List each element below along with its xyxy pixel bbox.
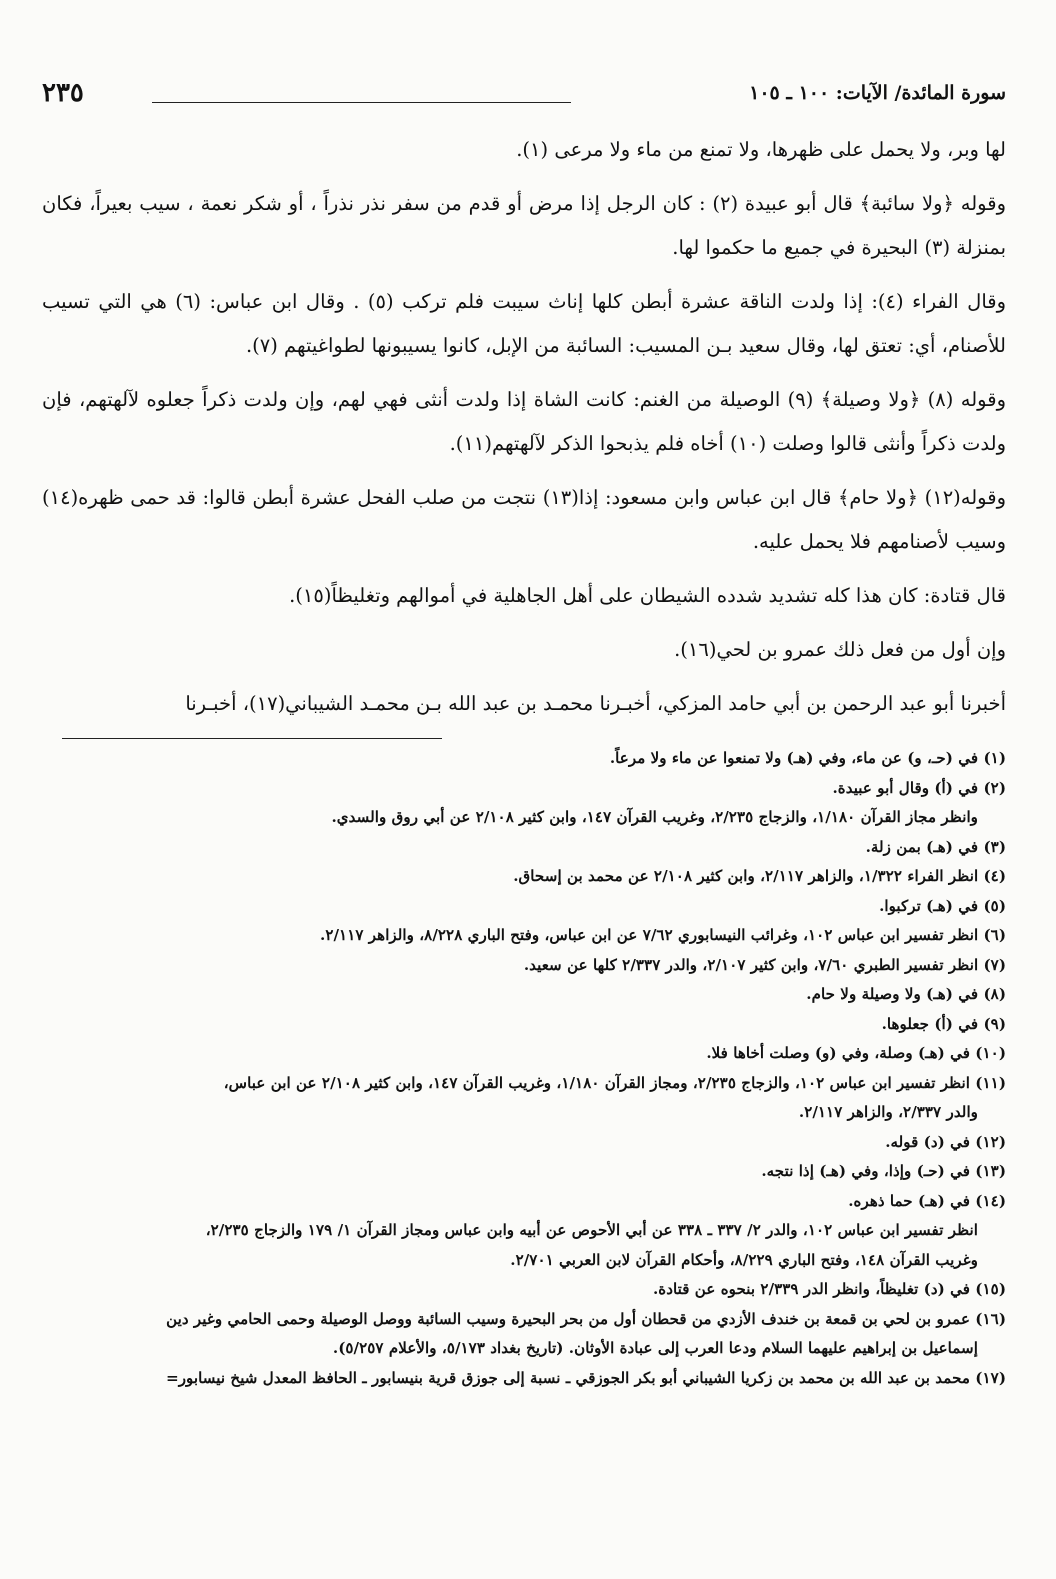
footnote: (١٣) في (حـ) وإذا، وفي (هـ) إذا نتجه. bbox=[761, 1162, 1006, 1180]
footnote: (٨) في (هـ) ولا وصيلة ولا حام. bbox=[806, 985, 1006, 1003]
footnote: (١٢) في (د) قوله. bbox=[885, 1132, 1006, 1151]
paragraph: قال قتادة: كان هذا كله تشديد شدده الشيطان على أهل الجاهلية في أموالهم وتغليظاً(١٥). bbox=[289, 584, 1006, 607]
footnote: (١٦) عمرو بن لحي بن قمعة بن خندف الأزدي من قحطان أول من بحر البحيرة وسيب السائبة ووصل الوصيلة وحمى الحامي وغير دين bbox=[166, 1309, 1006, 1328]
paragraph: لها وبر، ولا يحمل على ظهرها، ولا تمنع من ماء ولا مرعى (١). bbox=[516, 138, 1006, 161]
footnote: (٧) انظر تفسير الطبري ٧/٦٠، وابن كثير ٢/١٠٧، والدر ٢/٣٣٧ كلها عن سعيد. bbox=[523, 955, 1006, 974]
paragraph: وقوله(١٢) ﴿ولا حام﴾ قال ابن عباس وابن مسعود: إذا(١٣) نتجت من صلب الفحل عشرة أبطن قالوا: قد حمى ظهره(١٤) وسيب لأصنامهم فلا يحمل عليه. bbox=[42, 486, 1006, 553]
footnote-continuation: إسماعيل بن إبراهيم عليهما السلام ودعا العرب إلى عبادة الأوثان. (تاريخ بغداد ٥/١٧٣، والأعلام ٥/٢٥٧). bbox=[332, 1339, 978, 1357]
paragraph: أخبرنا أبو عبد الرحمن بن أبي حامد المزكي، أخبـرنا محمـد بن عبد الله بـن محمـد الشيباني(١٧)، أخبـرنا bbox=[185, 692, 1006, 715]
paragraph: وقوله ﴿ولا سائبة﴾ قال أبو عبيدة (٢) : كان الرجل إذا مرض أو قدم من سفر نذر نذراً ، أو شكر نعمة ، سيب بعيراً، فكان بمنزلة (٣) البحيرة في جميع ما حكموا لها. bbox=[42, 192, 1006, 259]
paragraph: وقال الفراء (٤): إذا ولدت الناقة عشرة أبطن كلها إناث سيبت فلم تركب (٥) . وقال ابن عباس: (٦) هي التي تسيب للأصنام، أي: تعتق لها، وقال سعيد بـن المسيب: السائبة من الإبل، كانوا يسيبونها لطواغيتهم (٧). bbox=[42, 290, 1006, 357]
footnote: (١٥) في (د) تغليظاً، وانظر الدر ٢/٣٣٩ بنحوه عن قتادة. bbox=[653, 1280, 1006, 1298]
paragraph: وقوله (٨) ﴿ولا وصيلة﴾ (٩) الوصيلة من الغنم: كانت الشاة إذا ولدت أنثى فهي لهم، وإن ولدت ذكراً جعلوه لآلهتهم، فإن ولدت ذكراً وأنثى قالوا وصلت (١٠) أخاه فلم يذبحوا الذكر لآلهتهم(١١). bbox=[42, 388, 1006, 455]
footnote: (٤) انظر الفراء ١/٣٢٢، والزاهر ٢/١١٧، وابن كثير ٢/١٠٨ عن محمد بن إسحاق. bbox=[513, 867, 1006, 885]
page-number: ٢٣٥ bbox=[42, 78, 84, 108]
footnote: (١١) انظر تفسير ابن عباس ١٠٢، والزجاج ٢/٢٣٥، ومجاز القرآن ١/١٨٠، وغريب القرآن ١٤٧، وابن كثير ٢/١٠٨ عن ابن عباس، bbox=[223, 1073, 1006, 1092]
footnote: (١٤) في (هـ) حما ذهره. bbox=[848, 1191, 1006, 1210]
footnote-continuation: انظر تفسير ابن عباس ١٠٢، والدر ٢/ ٣٣٧ ـ ٣٣٨ عن أبي الأحوص عن أبيه وابن عباس ومجاز القرآن ١/ ١٧٩ والزجاج ٢/٢٣٥، bbox=[205, 1221, 978, 1239]
footnote-continuation: وانظر مجاز القرآن ١/١٨٠، والزجاج ٢/٢٣٥، وغريب القرآن ١٤٧، وابن كثير ٢/١٠٨ عن أبي روق والسدي. bbox=[331, 808, 978, 826]
footnote: (١٧) محمد بن عبد الله بن محمد بن زكريا الشيباني أبو بكر الجوزقي ـ نسبة إلى جوزق قرية بنيسابور ـ الحافظ المعدل شيخ نيسابور= bbox=[166, 1368, 1006, 1387]
footnote-separator bbox=[62, 738, 442, 739]
main-text bbox=[42, 128, 1006, 736]
running-header bbox=[42, 78, 1006, 112]
footnote-continuation: وغريب القرآن ١٤٨، وفتح الباري ٨/٢٢٩، وأحكام القرآن لابن العربي ٢/٧٠١. bbox=[510, 1250, 978, 1269]
footnote: (١٠) في (هـ) وصلة، وفي (و) وصلت أخاها فلا. bbox=[706, 1044, 1006, 1062]
footnote: (٣) في (هـ) بمن زلة. bbox=[865, 837, 1006, 856]
footnote: (١) في (حـ، و) عن ماء، وفي (هـ) ولا تمنعوا عن ماء ولا مرعاً. bbox=[609, 749, 1006, 767]
paragraph: وإن أول من فعل ذلك عمرو بن لحي(١٦). bbox=[674, 638, 1006, 661]
footnotes bbox=[42, 744, 1006, 1393]
footnote: (٦) انظر تفسير ابن عباس ١٠٢، وغرائب النيسابوري ٧/٦٢ عن ابن عباس، وفتح الباري ٨/٢٢٨، والزاهر ٢/١١٧. bbox=[320, 926, 1006, 944]
footnote: (٩) في (أ) جعلوها. bbox=[881, 1014, 1006, 1033]
footnote: (٥) في (هـ) تركبوا. bbox=[879, 896, 1006, 915]
footnote: (٢) في (أ) وقال أبو عبيدة. bbox=[832, 778, 1006, 797]
header-rule bbox=[152, 102, 571, 103]
header-title: سورة المائدة/ الآيات: ١٠٠ ـ ١٠٥ bbox=[749, 82, 1006, 104]
footnote-continuation: والدر ٢/٣٣٧، والزاهر ٢/١١٧. bbox=[798, 1103, 978, 1121]
